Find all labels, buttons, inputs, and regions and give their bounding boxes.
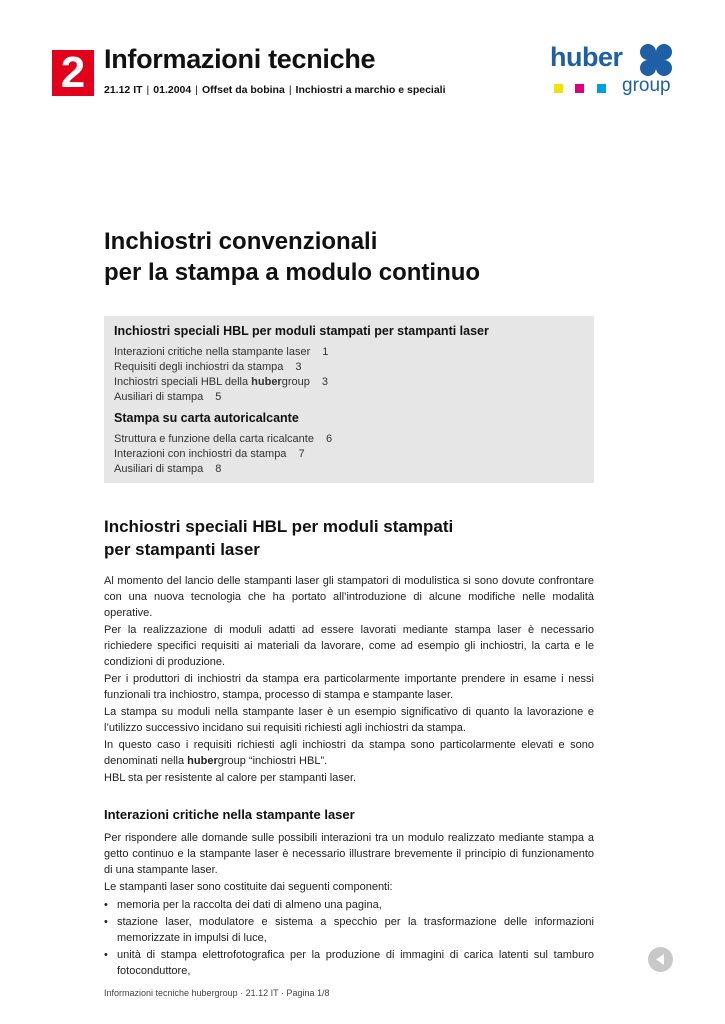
bullet-icon: • [104,949,108,961]
bullet-icon: • [104,916,108,928]
toc-item[interactable] [114,463,221,475]
paragraph-text: In questo caso i requisiti richiesti agli inchiostri da stampa sono particolarmente elevati e sono denominati nella [104,739,594,767]
meta-separator: | [146,84,150,96]
body-paragraph: Al momento del lancio delle stampanti laser gli stampatori di modulistica si sono dovute confrontare con una nuova tecnologia che ha portato all’introduzione di alcune modifiche nelle modalità operative. [104,575,594,619]
toc-item[interactable] [114,361,302,373]
meta-separator: | [195,84,198,96]
list-item [104,914,594,946]
body-paragraph: Le stampanti laser sono costituite dai seguenti componenti: [104,881,393,893]
paragraph-text: group “inchiostri HBL”. [217,755,328,767]
meta-date: 01.2004 [153,84,192,96]
toc-item[interactable] [114,391,221,403]
document-title-line: Inchiostri convenzionali [104,228,378,255]
toc-item-label: Inchiostri speciali HBL della [114,376,252,388]
table-of-contents [104,316,594,483]
toc-item-page: 3 [321,376,328,388]
body-paragraph: La stampa su moduli nella stampante laser è un esempio significativo di quanto la lavorazione e l’utilizzo successivo incidano sui requisiti richiesti agli inchiostri da stampa. [104,706,594,734]
meta-subcategory: Inchiostri a marchio e speciali [295,84,446,96]
toc-item-page: 6 [325,433,333,445]
logo-brand-text: huber [550,42,623,72]
section-heading-line: Inchiostri speciali HBL per moduli stampati [104,517,454,536]
toc-item[interactable] [114,448,305,460]
clover-icon [638,42,674,78]
body-paragraph: HBL sta per resistente al calore per stampanti laser. [104,772,357,784]
logo-square-yellow [554,84,563,93]
meta-separator: | [288,84,292,96]
toc-section-title[interactable]: Stampa su carta autoricalcante [114,411,299,425]
meta-category: Offset da bobina [201,84,285,96]
toc-item-label-suffix: group [281,376,310,388]
body-paragraph: Per i produttori di inchiostri da stampa era particolarmente importante prendere in esame i nessi funzionali tra inchiostro, stampa, processo di stampa e stampante laser. [104,673,594,701]
brand-name: huber [251,376,282,388]
toc-item[interactable] [114,433,332,445]
body-paragraph [104,737,594,769]
toc-item-page: 7 [298,448,305,460]
play-back-icon [648,947,673,972]
toc-item-page: 3 [295,361,302,373]
meta-code: 21.12 IT [104,84,143,96]
logo-square-magenta [575,84,584,93]
toc-item-label: Requisiti degli inchiostri da stampa [114,361,284,373]
toc-item-label: Struttura e funzione della carta ricalcante [114,433,314,445]
list-item-text: memoria per la raccolta dei dati di almeno una pagina, [117,899,382,911]
toc-item-label: Ausiliari di stampa [114,391,204,403]
header-meta [104,84,446,96]
toc-item-label: Ausiliari di stampa [114,463,204,475]
list-item [104,947,594,979]
list-item-text: unità di stampa elettrofotografica per la produzione di immagini di carica latenti sul tamburo fotoconduttore, [117,949,594,977]
chapter-badge: 2 [52,50,94,96]
hubergroup-logo [550,42,675,100]
toc-item-page: 8 [215,463,222,475]
previous-page-button[interactable] [648,947,673,972]
toc-item-page: 5 [215,391,222,403]
page-title: Informazioni tecniche [104,44,376,74]
body-paragraph: Per rispondere alle domande sulle possibili interazioni tra un modulo realizzato mediante stampa a getto continuo e la stampante laser è necessario illustrare brevemente il principio di funzionamento di una stampante laser. [104,832,594,876]
toc-item[interactable] [114,346,328,358]
list-item [104,897,594,913]
toc-section-title[interactable]: Inchiostri speciali HBL per moduli stampati per stampanti laser [114,324,489,338]
subsection-heading: Interazioni critiche nella stampante laser [104,807,355,822]
section-heading [104,515,453,561]
toc-item-page: 1 [322,346,329,358]
section-heading-line: per stampanti laser [104,540,260,559]
toc-item[interactable] [114,376,328,388]
bullet-icon: • [104,899,108,911]
document-title-line: per la stampa a modulo continuo [104,259,481,286]
document-title [104,226,480,288]
toc-item-label: Interazioni con inchiostri da stampa [114,448,287,460]
page-footer: Informazioni tecniche hubergroup · 21.12 IT · Pagina 1/8 [104,988,330,998]
body-paragraph: Per la realizzazione di moduli adatti ad essere lavorati mediante stampa laser è necessario richiedere specifici requisiti ai materiali da lavorare, come ad esempio gli inchiostri, la carta e le condizioni di produzione. [104,624,594,668]
brand-name: huber [187,755,218,767]
logo-square-cyan [597,84,606,93]
logo-group-text: group [622,75,671,96]
toc-item-label: Interazioni critiche nella stampante laser [114,346,311,358]
list-item-text: stazione laser, modulatore e sistema a specchio per la trasformazione delle informazioni memorizzate in impulsi di luce, [117,916,594,944]
